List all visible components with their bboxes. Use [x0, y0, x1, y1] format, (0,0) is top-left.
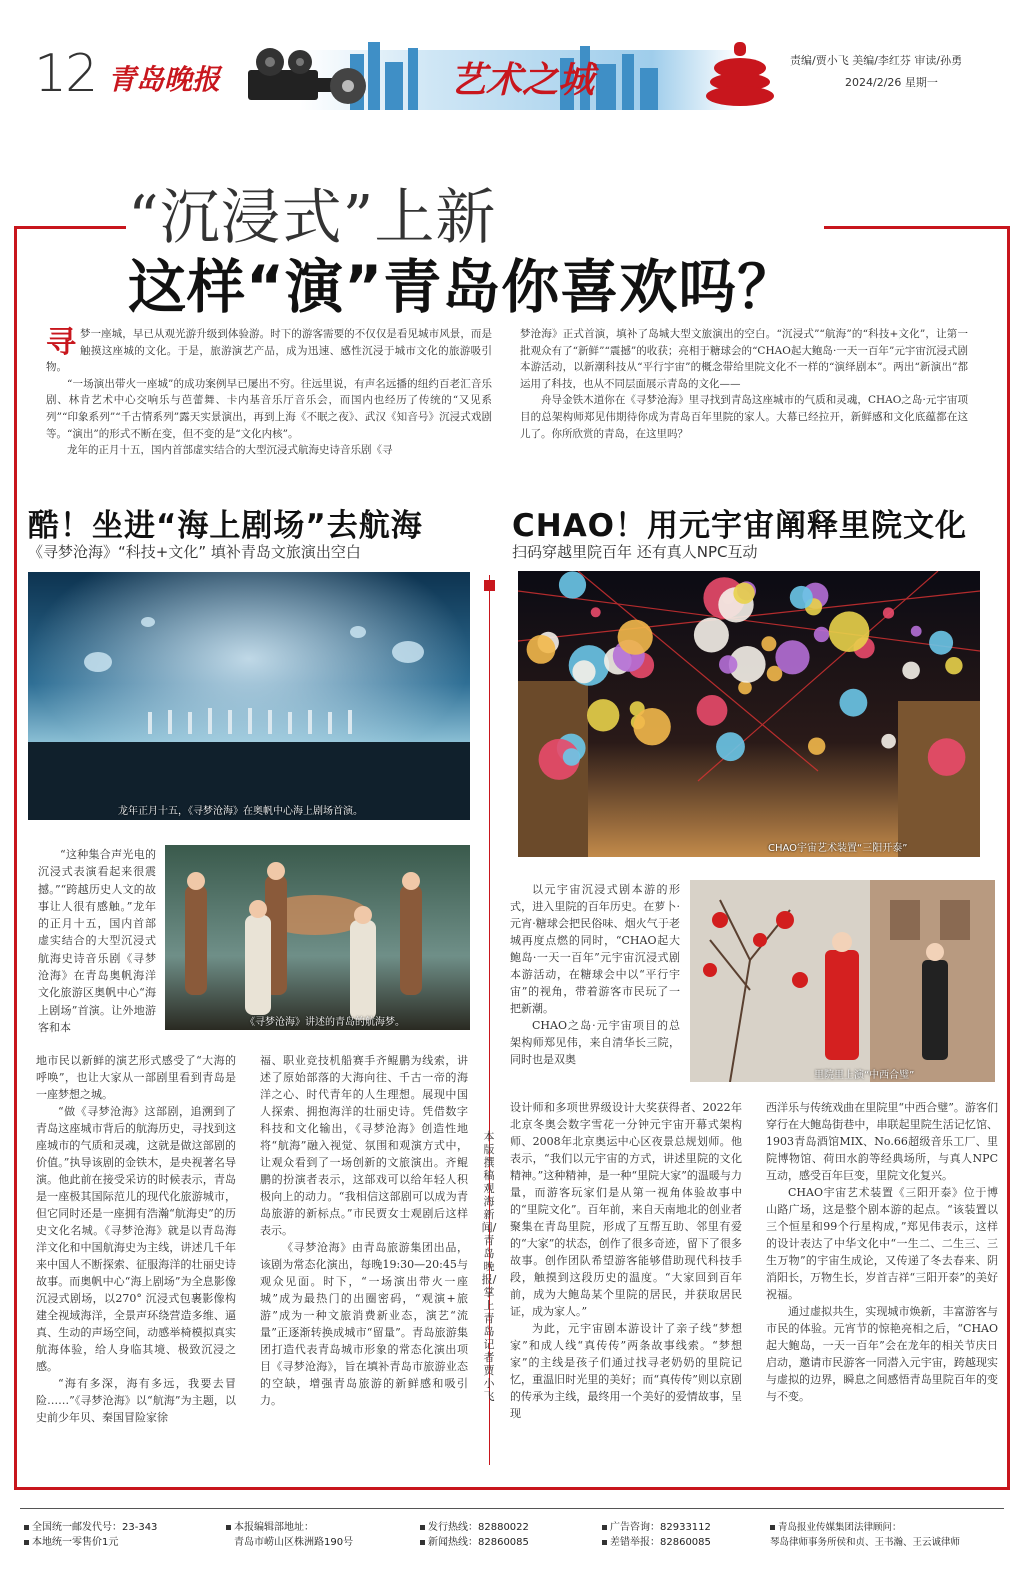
photo-caption: 龙年正月十五，《寻梦沧海》在奥帆中心海上剧场首演。 [118, 806, 363, 817]
lantern [694, 618, 729, 653]
lantern [563, 748, 581, 766]
newspaper-logo: 青岛晚报 [108, 63, 221, 96]
editors-credit: 责编/贾小飞 美编/李红芬 审读/孙勇 [790, 54, 963, 67]
photo-caption: 里院里上演“中西合璧” [814, 1070, 915, 1081]
film-reel-icon [330, 68, 366, 104]
page-number: 12 [34, 44, 97, 104]
section-title: 艺术之城 [450, 59, 595, 101]
lantern [840, 689, 868, 717]
lantern [587, 699, 619, 731]
article-paragraph: 西洋乐与传统戏曲在里院里“中西合璧”。游客们穿行在大鲍岛街巷中，串联起里院生活记忆馆、1903青岛酒馆MIX、No.66超级音乐工厂、里院博物馆、荷田水韵等经典场所，与真人NPC互动，感受百年巨变，里院文化复兴。 [766, 1101, 998, 1182]
section1-column-b [260, 1052, 468, 1409]
frame-border [14, 226, 126, 229]
lantern [697, 695, 728, 726]
intro-paragraph: 梦沧海》正式首演，填补了岛城大型文旅演出的空白。“沉浸式”“航海”的“科技+文化”，让第一批观众有了“新鲜”“震撼”的收获；亮相于糖球会的“CHAO起大鲍岛·一天一百年”元宇宙沉浸式剧本游活动，以新潮科技从“平行宇宙”的概念带给里院文化不一样的“演绎剧本”。两出“新演出”都运用了科技，也从不同层面展示青岛的文化—— [520, 328, 968, 390]
intro-left-column [46, 326, 492, 459]
footer-block-postal [24, 1520, 157, 1550]
lantern [945, 657, 962, 674]
lantern [814, 627, 829, 642]
intro-paragraph: 梦一座城，早已从观光游升级到体验游。时下的游客需要的不仅仅是看见城市风景，而是触摸这座城的文化。于是，旅游演艺产品，成为迅速、感性沉浸于城市文化的旅游吸引物。 [46, 328, 492, 374]
actors-photo [165, 845, 470, 1030]
lantern [829, 611, 870, 652]
headline-line-1: “沉浸式”上新 [128, 183, 497, 253]
intro-paragraph: 舟导金铁木道你在《寻梦沧海》里寻找到青岛这座城市的气质和灵魂，CHAO之岛·元宇宙项目的总架构师郑见伟期待你成为青岛百年里院的家人。大幕已经拉开，新鲜感和文化底蕴都在这儿了。你所欣赏的青岛，在这里吗？ [520, 394, 968, 440]
lantern [790, 586, 813, 609]
section2-deck: 扫码穿越里院百年 还有真人NPC互动 [512, 543, 758, 561]
article-paragraph: “做《寻梦沧海》这部剧，追溯到了青岛这座城市背后的航海历史，寻找到这座城市的气质和灵魂，这就是做这部剧的价值。”执导该剧的金铁木，是央视著名导演。他此前在接受采访的时候表示，青岛是一座极其国际范儿的现代化旅游城市，但它同时还是一座拥有浩瀚“航海史”的历史文化名城。《寻梦沧海》就是以青岛海洋文化和中国航海史为主线，讲述几千年来中国人不断探索、征服海洋的壮丽史诗故事。而奥帆中心“海上剧场”为全息影像沉浸式剧场，以270° 沉浸式包裹影像构建全视域海洋，全景声环绕营造多维、逼真、生动的声场空间，动感举椅模拟真实航海体验，给人身临其境、极致沉浸之感。 [36, 1105, 236, 1373]
ads-hotline: 广告咨询：82933112 [610, 1522, 711, 1533]
article-paragraph: CHAO宇宙艺术装置《三阳开泰》位于博山路广场，这是整个剧本游的起点。“该装置以三个恒星和99个行星构成，”郑见伟表示，这样的设计表达了中华文化中“一生二、二生三、三生万物”的宇宙生成论，又传递了冬去春来、阴消阳长，万物生长，岁首吉祥“三阳开泰”的美好祝福。 [766, 1186, 998, 1301]
lantern [572, 660, 595, 683]
section2-column-c [510, 1099, 742, 1422]
lantern [719, 655, 737, 673]
address-label: 本报编辑部地址： [234, 1522, 314, 1533]
issue-date: 2024/2/26 星期一 [845, 76, 938, 89]
lantern [527, 635, 556, 664]
postal-code: 全国统一邮发代号：23-343 [32, 1522, 158, 1533]
section1-wrap-text [38, 846, 156, 1036]
lantern [761, 636, 776, 651]
courtyard-photo [690, 880, 995, 1082]
article-paragraph: 为此，元宇宙剧本游设计了亲子线“梦想家”和成人线“真传传”两条故事线索。“梦想家”的主线是孩子们通过找寻老奶奶的里院记忆，重温旧时光里的美好；而“真传传”则以京剧的传承为主线，最终用一个美好的爱情故事，呈现 [510, 1322, 742, 1420]
lantern-street-photo [518, 571, 980, 857]
lantern [881, 734, 896, 749]
section2-column-d [766, 1099, 998, 1405]
lantern [738, 681, 752, 695]
footer-block-legal [770, 1520, 960, 1550]
byline: 本版撰稿 观海新闻/青岛晚报/掌上青岛 记者 贾小飞 [481, 1130, 497, 1403]
lantern [883, 607, 894, 618]
divider-marker [484, 580, 495, 591]
footer-block-ads [602, 1520, 711, 1550]
distribution-hotline: 发行热线：82880022 [428, 1522, 529, 1533]
error-report-hotline: 差错举报：82860085 [610, 1537, 711, 1548]
article-paragraph: CHAO之岛·元宇宙项目的总架构师郑见伟，来自清华长三院，同时也是双奥 [510, 1019, 680, 1066]
lantern [733, 583, 754, 604]
theatre-photo [28, 572, 470, 820]
intro-right-column [520, 326, 968, 442]
frame-border [14, 226, 17, 1490]
article-paragraph: “海有多深，海有多远，我要去冒险……”《寻梦沧海》以“航海”为主题，以史前少年贝、秦国冒险家徐 [36, 1377, 236, 1424]
photo-caption: CHAO宇宙艺术装置“三阳开泰” [768, 843, 908, 854]
intro-paragraph: 龙年的正月十五，国内首部虚实结合的大型沉浸式航海史诗音乐剧《寻 [67, 444, 393, 457]
lantern [808, 738, 825, 755]
article-paragraph: 以元宇宙沉浸式剧本游的形式，进入里院的百年历史。在萝卜·元宵·糖球会把民俗味、烟火气于老城再度点燃的同时，“CHAO起大鲍岛·一天一百年”元宇宙沉浸式剧本游活动，在糖球会中以“平行宇宙”的视角，带着游客市民玩了一把新潮。 [510, 883, 680, 1015]
lantern [559, 571, 586, 598]
legal-counsel: 琴岛律师事务所侯和贞、王书瀚、王云诚律师 [770, 1537, 961, 1548]
article-paragraph: 通过虚拟共生，实现城市焕新，丰富游客与市民的体验。元宵节的惊艳亮相之后，“CHAO起大鲍岛，一天一百年”会在龙年的相关节庆日启动，邀请市民游客一同潜入元宇宙，跨越现实与虚拟的边界，瞬息之间感悟青岛里院百年的变与不变。 [766, 1305, 998, 1403]
news-hotline: 新闻热线：82860085 [428, 1537, 529, 1548]
section1-column-a [36, 1052, 236, 1426]
lantern [902, 662, 920, 680]
footer-rule [20, 1508, 1004, 1509]
footer-block-address [226, 1520, 353, 1550]
editorial-address: 青岛市崂山区株洲路190号 [234, 1537, 354, 1548]
section1-deck: 《寻梦沧海》“科技+文化” 填补青岛文旅演出空白 [28, 543, 361, 561]
photo-caption: 《寻梦沧海》讲述的青岛的航海梦。 [245, 1017, 405, 1028]
frame-border [824, 226, 1010, 229]
section1-headline: 酷！坐进“海上剧场”去航海 [28, 508, 423, 544]
article-paragraph: “这种集合声光电的沉浸式表演看起来很震撼。”“跨越历史人文的故事让人很有感触。”龙年的正月十五，国内首部虚实结合的大型沉浸式航海史诗音乐剧《寻梦沧海》在青岛奥帆海洋文化旅游区奥帆中心“海上剧场”首演。让外地游客和本 [38, 848, 156, 1034]
section2-wrap-text [510, 881, 680, 1068]
legal-counsel-label: 青岛报业传媒集团法律顾问： [778, 1522, 902, 1533]
lantern [618, 620, 653, 655]
article-paragraph: 福、职业竞技机船赛手齐鲲鹏为线索，讲述了原始部落的大海向往、千古一帝的海洋之心、时代青年的人生理想。展现中国人探索、拥抱海洋的壮丽史诗。凭借数字科技和文化输出，《寻梦沧海》创造性地将“航海”融入视觉、氛围和观演方式中，让观众看到了一场创新的文旅演出。齐鲲鹏的扮演者表示，这部戏可以给年轻人积极向上的动力。“我相信这部剧可以成为青岛旅游的新标点。”市民贾女士观剧后这样表示。 [260, 1054, 468, 1237]
section2-headline: CHAO！用元宇宙阐释里院文化 [512, 508, 968, 544]
frame-border [1007, 226, 1010, 1490]
lantern [928, 738, 966, 776]
lantern [633, 708, 670, 745]
article-paragraph: 设计师和多项世界级设计大奖获得者、2022年北京冬奥会数字雪花一分钟元宇宙开幕式架构师、2008年北京奥运中心区夜景总规划师。他表示，“我们以元宇宙的方式，讲述里院的文化精神。”这种精神，是一种“里院大家”的温暖与力量，而游客玩家们是从第一视角体验故事中的“里院文化”。百年前，来自天南地北的创业者聚集在青岛里院，形成了互帮互助、邻里有爱的“大家”的状态，创作了很多奇迹，留下了很多故事。创作团队希望游客能够借助现代科技手段，触摸到这段历史的温度。“大家回到百年前，成为大鲍岛某个里院的居民，并获取居民证，成为家人。” [510, 1101, 742, 1318]
lantern [911, 626, 922, 637]
lantern [716, 732, 745, 761]
lantern [591, 607, 601, 617]
intro-paragraph: “一场演出带火一座城”的成功案例早已屡出不穷。往远里说，有声名远播的纽约百老汇音乐剧、林肯艺术中心交响乐与芭蕾舞、卡内基音乐厅音乐会，而国内也经历了传统的“又见系列”“印象系列”“千古情系列”露天实景演出，再到上海《不眠之夜》、武汉《知音号》沉浸式戏剧等。“演出”的形式不断在变，但不变的是“文化内核”。 [46, 377, 492, 440]
article-paragraph: 《寻梦沧海》由青岛旅游集团出品，该剧为常态化演出，每晚19:30—20:45与观众见面。时下，“一场演出带火一座城”成为最热门的出圈密码，“观演+旅游”成为一种文旅消费新业态，演艺“流量”正逐渐转换成城市“留量”。青岛旅游集团打造代表青岛城市形象的常态化演出项目《寻梦沧海》，旨在填补青岛市旅游业态的空缺，增强青岛旅游的新鲜感和吸引力。 [260, 1241, 468, 1407]
lantern [775, 640, 809, 674]
headline-line-2: 这样“演”青岛你喜欢吗？ [128, 253, 797, 321]
frame-border [14, 1487, 1010, 1490]
lantern [929, 631, 953, 655]
article-paragraph: 地市民以新鲜的演艺形式感受了“大海的呼唤”，也让大家从一部剧里看到青岛是一座梦想之城。 [36, 1054, 236, 1101]
drop-cap: 寻 [46, 325, 76, 360]
footer-block-hotlines [420, 1520, 529, 1550]
retail-price: 本地统一零售价1元 [32, 1537, 119, 1548]
